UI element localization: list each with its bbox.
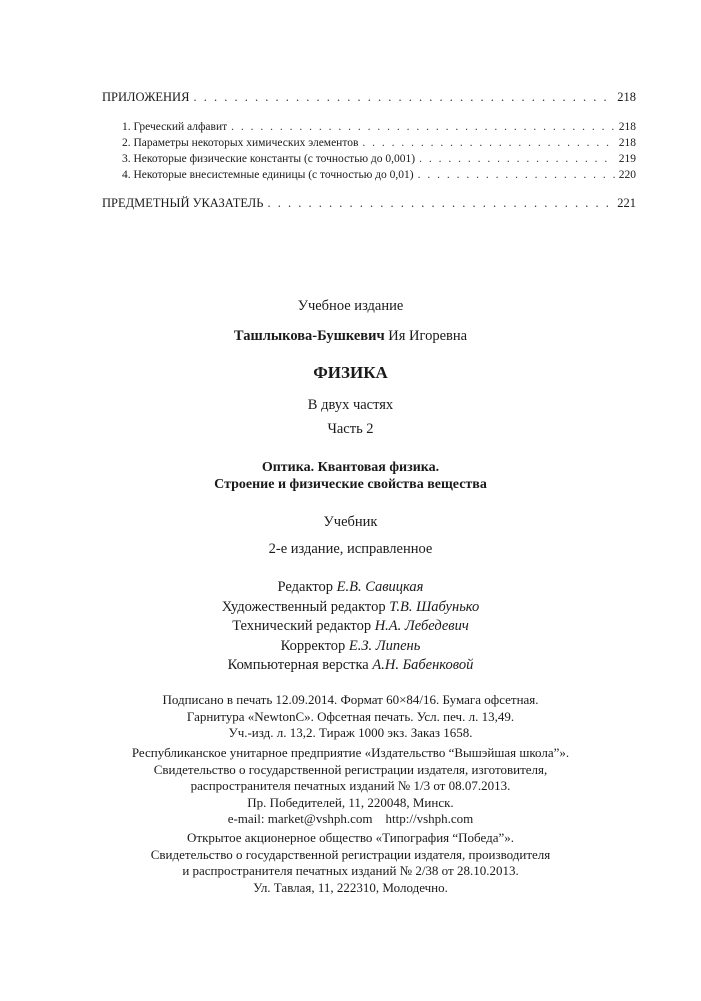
credit-role: Корректор	[280, 637, 346, 654]
author	[0, 328, 701, 345]
credits	[0, 578, 701, 676]
toc-page: 220	[618, 169, 636, 181]
toc-page: 221	[617, 196, 636, 210]
credit-role: Компьютерная верстка	[227, 657, 369, 673]
toc-label: ПРИЛОЖЕНИЯ	[102, 90, 190, 104]
publisher-line: Пр. Победителей, 11, 220048, Минск.	[247, 794, 454, 810]
edition-type: Учебное издание	[297, 298, 404, 314]
credit-line	[0, 637, 701, 657]
toc-page: 218	[617, 90, 636, 104]
toc-page: 218	[618, 137, 636, 149]
book-title: ФИЗИКА	[313, 363, 388, 382]
credit-name: А.Н. Бабенковой	[372, 657, 474, 673]
toc-label: 3. Некоторые физические константы (с точностью до 0,001)	[122, 153, 416, 165]
subtitle	[0, 459, 701, 493]
publisher-contact[interactable]: e-mail: market@vshph.com http://vshph.com	[227, 811, 474, 826]
toc-label: ПРЕДМЕТНЫЙ УКАЗАТЕЛЬ	[102, 196, 264, 210]
credit-name: Е.В. Савицкая	[336, 579, 424, 595]
publisher-info	[0, 745, 701, 828]
author-name: Ия Игоревна	[388, 328, 468, 344]
toc-leader	[267, 196, 613, 211]
toc-item	[122, 137, 636, 153]
printer-line: и распространителя печатных изданий № 2/38 от 28.10.2013.	[182, 863, 519, 878]
toc-leader	[193, 90, 613, 105]
toc-item	[122, 169, 636, 185]
parts-note: В двух частях	[307, 397, 394, 413]
subtitle-line: Строение и физические свойства вещества	[214, 477, 487, 492]
credit-role: Редактор	[277, 579, 333, 595]
publisher-line: Свидетельство о государственной регистрации издателя, изготовителя,	[153, 761, 548, 777]
print-info-line: Уч.-изд. л. 13,2. Тираж 1000 экз. Заказ 1658.	[228, 725, 473, 740]
printer-line: Открытое акционерное общество «Типография “Победа”».	[187, 830, 514, 845]
credit-name: Е.З. Липень	[348, 637, 421, 654]
credit-line	[0, 656, 701, 676]
toc-appendix-list	[122, 121, 636, 185]
toc-leader	[418, 169, 615, 181]
toc-item	[122, 153, 636, 169]
print-info-line: Гарнитура «NewtonC». Офсетная печать. Усл. печ. л. 13,49.	[186, 708, 515, 724]
toc-label: 1. Греческий алфавит	[122, 121, 228, 133]
printer-info	[0, 830, 701, 896]
printer-line: Ул. Тавлая, 11, 222310, Молодечно.	[253, 879, 448, 895]
edition-note: 2-е издание, исправленное	[268, 541, 433, 557]
subtitle-line: Оптика. Квантовая физика.	[261, 460, 440, 475]
toc-leader	[419, 153, 615, 165]
credit-line	[0, 598, 701, 618]
toc-page: 218	[618, 121, 636, 133]
toc-label: 2. Параметры некоторых химических элементов	[122, 137, 359, 149]
publisher-line: Республиканское унитарное предприятие «Издательство “Вышэйшая школа”».	[131, 745, 570, 760]
credit-role: Художественный редактор	[221, 598, 386, 615]
toc-item	[122, 121, 636, 137]
credit-line	[0, 617, 701, 637]
toc-page: 219	[618, 153, 636, 165]
publisher-line: распространителя печатных изданий № 1/3 от 08.07.2013.	[190, 778, 511, 793]
toc-index	[102, 196, 636, 211]
credit-line	[0, 578, 701, 598]
part-number: Часть 2	[327, 421, 374, 437]
credit-name: Т.В. Шабунько	[389, 598, 480, 615]
toc-leader	[231, 121, 615, 133]
printer-line: Свидетельство о государственной регистрации издателя, производителя	[150, 846, 551, 862]
print-info	[0, 692, 701, 742]
toc-label: 4. Некоторые внесистемные единицы (с точностью до 0,01)	[122, 169, 414, 181]
toc-leader	[362, 137, 614, 149]
book-type: Учебник	[323, 514, 378, 530]
toc-appendix	[102, 90, 636, 105]
credit-role: Технический редактор	[232, 618, 372, 634]
print-info-line: Подписано в печать 12.09.2014. Формат 60×84/16. Бумага офсетная.	[162, 692, 539, 707]
credit-name: Н.А. Лебедевич	[374, 618, 469, 634]
author-surname: Ташлыкова-Бушкевич	[233, 328, 385, 344]
